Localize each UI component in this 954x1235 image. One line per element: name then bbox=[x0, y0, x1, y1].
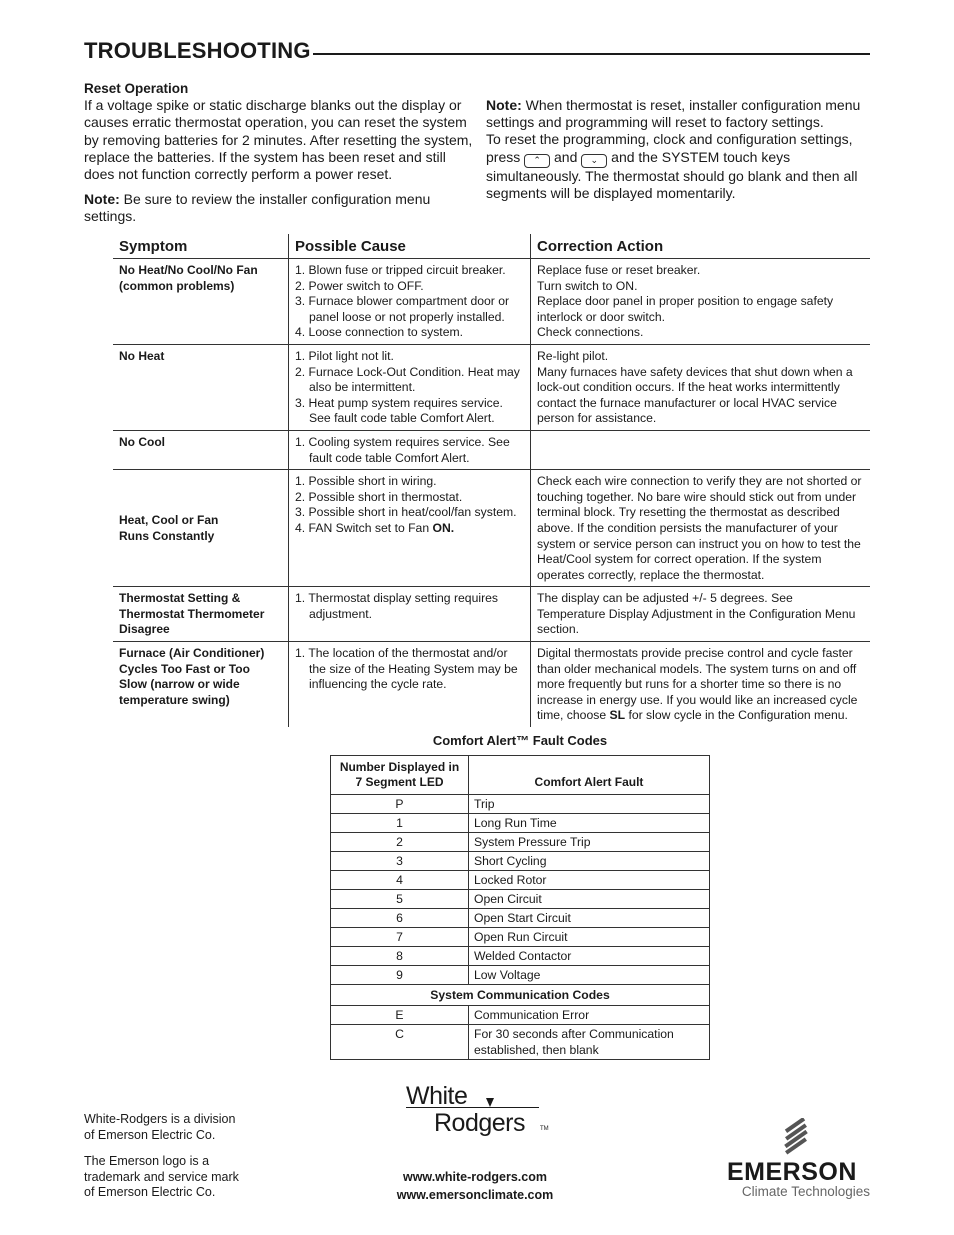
codes-header-number: Number Displayed in 7 Segment LED bbox=[331, 756, 469, 795]
comfort-alert-title: Comfort Alert™ Fault Codes bbox=[432, 733, 608, 748]
symptom-cell: No Heat bbox=[113, 344, 289, 430]
page-heading bbox=[84, 38, 870, 70]
list-item: 4. Loose connection to system. bbox=[295, 325, 464, 340]
title-rule bbox=[313, 53, 870, 55]
comfort-alert-table bbox=[330, 755, 710, 1060]
instructions-start: To reset the programming, clock and configuration settings, press bbox=[486, 131, 853, 165]
note-label: Note: bbox=[84, 191, 120, 208]
logo-rule bbox=[406, 1107, 539, 1108]
table-row bbox=[113, 430, 870, 469]
symptom-cell: Heat, Cool or Fan Runs Constantly bbox=[113, 470, 289, 587]
right-note-text: When thermostat is reset, installer configuration menu settings and programming will reset to factory settings. bbox=[486, 97, 861, 131]
list-item: 1. Possible short in wiring. bbox=[295, 474, 437, 489]
instructions-end: and the SYSTEM touch keys simultaneously. The thermostat should go blank and then all segments will be displayed momentarily. bbox=[486, 148, 858, 201]
table-row: C For 30 seconds after Communication established, then blank bbox=[331, 1025, 710, 1060]
list-item: 2. Possible short in thermostat. bbox=[295, 489, 463, 504]
reset-instructions bbox=[486, 131, 870, 202]
comm-section-header: System Communication Codes bbox=[331, 985, 710, 1006]
emerson-mark-icon bbox=[778, 1118, 814, 1156]
footer-urls bbox=[370, 1169, 580, 1204]
up-key-icon: ⌃ bbox=[524, 154, 550, 168]
table-row bbox=[113, 470, 870, 587]
action-cell: Replace fuse or reset breaker. Turn switch to ON. Replace door panel in proper position to engage safety interlock or door switch. Check connections. bbox=[531, 259, 871, 345]
triangle-icon bbox=[486, 1098, 494, 1107]
table-row: 9 Low Voltage bbox=[331, 966, 710, 985]
table-header-row bbox=[113, 234, 870, 259]
footer-legal: White-Rodgers is a division of Emerson Electric Co. The Emerson logo is a trademark and service mark of Emerson Electric Co. bbox=[84, 1112, 239, 1199]
page-title: TROUBLESHOOTING bbox=[84, 38, 311, 63]
symptom-cell: No Heat/No Cool/No Fan (common problems) bbox=[113, 259, 289, 345]
header-possible-cause: Possible Cause bbox=[289, 234, 531, 259]
white-rodgers-logo: White Rodgers TM bbox=[406, 1082, 549, 1137]
action-cell: Re-light pilot. Many furnaces have safety devices that shut down when a lock-out condition occurs. If the heat works intermittently contact the furnace manufacturer or local HVAC service person for assistance. bbox=[531, 344, 871, 430]
table-row bbox=[113, 642, 870, 727]
action-cell: Check each wire connection to verify they are not shorted or touching together. No bare wire should stick out from under terminal block. Try resetting the thermostat as described above. If the condition persists the manufacturer of your system or service person can instruct you on how to test the Heat/Cool system for correct operation. If the system operates correctly, replace the thermostat. bbox=[531, 470, 871, 587]
action-cell: Digital thermostats provide precise control and cycle faster than older mechanical models. The system turns on and off more frequently but runs for a shorter time so there is no increase in energy use. If you would like an increased cycle time, choose SL for slow cycle in the Configuration menu. bbox=[531, 642, 871, 727]
list-item: 2. Power switch to OFF. bbox=[295, 278, 424, 293]
down-key-icon: ⌄ bbox=[581, 154, 607, 168]
list-item: 2. Furnace Lock-Out Condition. Heat may also be intermittent. bbox=[295, 364, 520, 395]
symptom-cell: No Cool bbox=[113, 430, 289, 469]
codes-header-row bbox=[331, 756, 710, 795]
url-emerson-climate[interactable]: www.emersonclimate.com bbox=[396, 1187, 554, 1202]
emerson-logo: EMERSON Climate Technologies bbox=[727, 1118, 870, 1204]
reset-note bbox=[84, 191, 474, 225]
list-item: 1. The location of the thermostat and/or the size of the Heating System may be influencing the cycle rate. bbox=[295, 646, 518, 692]
reset-paragraph: If a voltage spike or static discharge blanks out the display or causes erratic thermostat operation, you can reset the system by removing batteries for 2 minutes. After resetting the system, replace the batteries. If the system has been reset and still does not function correctly perform a power reset. bbox=[84, 97, 473, 183]
cause-cell bbox=[289, 259, 531, 345]
cause-cell bbox=[289, 587, 531, 642]
table-row: 6 Open Start Circuit bbox=[331, 909, 710, 928]
list-item: 3. Heat pump system requires service. See fault code table Comfort Alert. bbox=[295, 395, 503, 426]
list-item: 4. FAN Switch set to Fan ON. bbox=[295, 520, 455, 535]
cause-cell bbox=[289, 642, 531, 727]
cause-cell bbox=[289, 470, 531, 587]
list-item: 3. Possible short in heat/cool/fan system. bbox=[295, 505, 517, 520]
table-row bbox=[113, 587, 870, 642]
reset-right-note bbox=[486, 97, 870, 131]
cause-cell bbox=[289, 344, 531, 430]
list-item: 1. Thermostat display setting requires adjustment. bbox=[295, 591, 498, 621]
url-white-rodgers[interactable]: www.white-rodgers.com bbox=[402, 1170, 547, 1184]
table-row bbox=[113, 344, 870, 430]
table-row: 4 Locked Rotor bbox=[331, 871, 710, 890]
list-item: 1. Pilot light not lit. bbox=[295, 348, 394, 363]
comm-section-row bbox=[331, 985, 710, 1006]
and-word: and bbox=[550, 148, 582, 165]
table-row: 7 Open Run Circuit bbox=[331, 928, 710, 947]
right-note-label: Note: bbox=[486, 97, 522, 113]
troubleshooting-table bbox=[113, 234, 870, 727]
action-cell: The display can be adjusted +/- 5 degrees. See Temperature Display Adjustment in the Configuration Menu section. bbox=[531, 587, 871, 642]
symptom-cell: Thermostat Setting & Thermostat Thermometer Disagree bbox=[113, 587, 289, 642]
list-item: 3. Furnace blower compartment door or panel loose or not properly installed. bbox=[295, 294, 510, 324]
note-text: Be sure to review the installer configuration menu settings. bbox=[84, 191, 431, 225]
reset-right-column bbox=[486, 97, 870, 202]
table-row: E Communication Error bbox=[331, 1006, 710, 1025]
reset-left-column bbox=[84, 80, 474, 226]
table-row: 3 Short Cycling bbox=[331, 852, 710, 871]
table-row: P Trip bbox=[331, 795, 710, 814]
table-row: 8 Welded Contactor bbox=[331, 947, 710, 966]
table-row: 1 Long Run Time bbox=[331, 814, 710, 833]
list-item: 1. Blown fuse or tripped circuit breaker. bbox=[295, 263, 506, 277]
cause-cell bbox=[289, 430, 531, 469]
table-row: 2 System Pressure Trip bbox=[331, 833, 710, 852]
reset-heading: Reset Operation bbox=[84, 81, 189, 96]
codes-header-fault: Comfort Alert Fault bbox=[469, 756, 710, 795]
header-correction-action: Correction Action bbox=[531, 234, 871, 259]
table-row bbox=[113, 259, 870, 345]
symptom-cell: Furnace (Air Conditioner) Cycles Too Fast or Too Slow (narrow or wide temperature swing) bbox=[119, 646, 265, 707]
header-symptom: Symptom bbox=[113, 234, 289, 259]
action-cell bbox=[531, 430, 871, 469]
table-row: 5 Open Circuit bbox=[331, 890, 710, 909]
list-item: 1. Cooling system requires service. See fault code table Comfort Alert. bbox=[295, 434, 510, 465]
